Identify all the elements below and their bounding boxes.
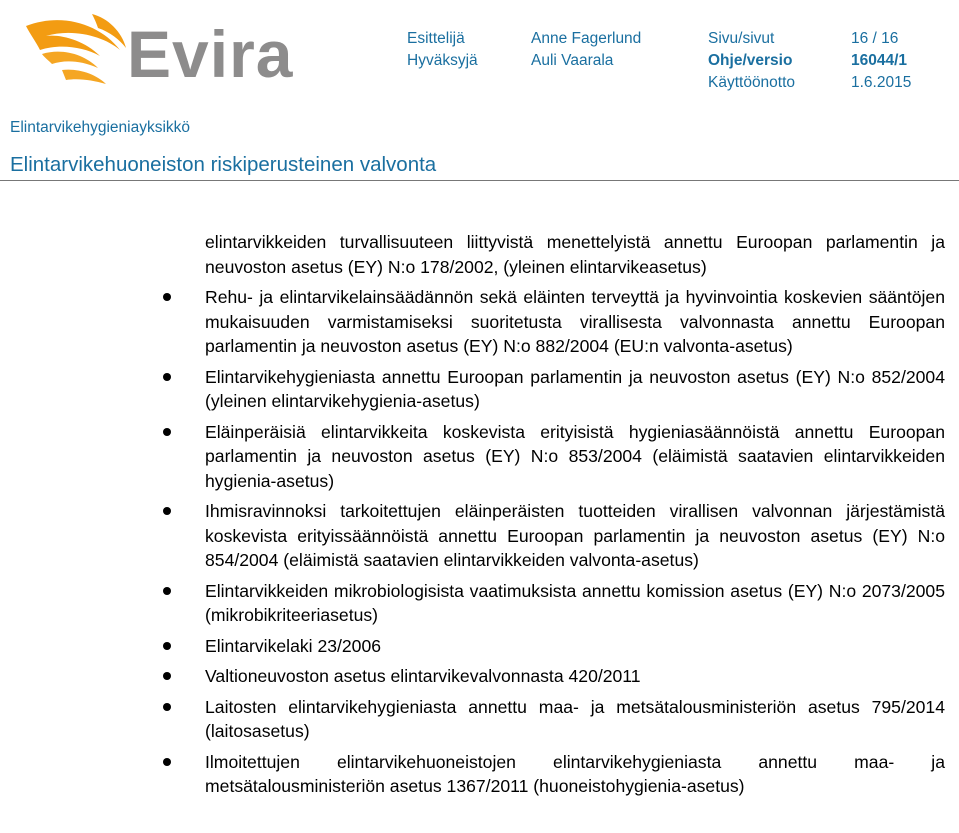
logo-wordmark: Evira	[127, 17, 294, 91]
header-label-adoption: Käyttöönotto	[708, 74, 796, 91]
list-item-text: Rehu- ja elintarvikelainsäädännön sekä eläinten terveyttä ja hyvinvointia koskevien sääntöjen mukaisuuden varmistamiseksi suoritetusta virallisesta valvonnasta annettu Euroopan parlamentin ja neuvoston asetus (EY) N:o 882/2004 (EU:n valvonta-asetus)	[205, 287, 945, 356]
list-item	[205, 664, 945, 689]
header-label-pages: Sivu/sivut	[708, 30, 775, 47]
list-item	[205, 695, 945, 744]
header-label-approver: Hyväksyjä	[407, 52, 478, 69]
header-value-presenter: Anne Fagerlund	[531, 30, 642, 47]
list-item	[205, 750, 945, 799]
bullet-icon	[163, 758, 171, 766]
list-item-text: Ilmoitettujen elintarvikehuoneistojen elintarvikehygieniasta annettu maa- ja metsätalousministeriön asetus 1367/2011 (huoneistohygienia-asetus)	[205, 751, 945, 796]
header-label-presenter: Esittelijä	[407, 30, 465, 47]
list-item-text: Laitosten elintarvikehygieniasta annettu maa- ja metsätalousministeriön asetus 795/2014 (laitosasetus)	[205, 696, 945, 741]
list-item-text: elintarvikkeiden turvallisuuteen liittyvistä menettelyistä annettu Euroopan parlamentin ja neuvoston asetus (EY) N:o 178/2002, (yleinen elintarvikeasetus)	[205, 232, 945, 277]
bullet-icon	[163, 642, 171, 650]
bullet-icon	[163, 293, 171, 301]
list-item-text: Elintarvikkeiden mikrobiologisista vaatimuksista annettu komission asetus (EY) N:o 2073/2005 (mikrobikriteeriasetus)	[205, 580, 945, 625]
header-label-version: Ohje/versio	[708, 52, 793, 69]
bullet-icon	[163, 507, 171, 515]
bullet-icon	[163, 703, 171, 711]
list-item-text: Elintarvikehygieniasta annettu Euroopan parlamentin ja neuvoston asetus (EY) N:o 852/2004 (yleinen elintarvikehygienia-asetus)	[205, 366, 945, 411]
list-item	[205, 365, 945, 414]
document-title: Elintarvikehuoneiston riskiperusteinen valvonta	[10, 153, 437, 176]
bullet-icon	[163, 373, 171, 381]
header-value-approver: Auli Vaarala	[531, 52, 614, 69]
list-item	[205, 420, 945, 494]
list-item	[205, 230, 945, 279]
regulation-list	[205, 230, 945, 805]
bullet-icon	[163, 587, 171, 595]
list-item-text: Valtioneuvoston asetus elintarvikevalvonnasta 420/2011	[205, 666, 641, 686]
list-item	[205, 499, 945, 573]
unit-name: Elintarvikehygieniayksikkö	[10, 119, 191, 136]
list-item-text: Elintarvikelaki 23/2006	[205, 635, 382, 656]
header-value-version: 16044/1	[851, 52, 908, 69]
list-item-text: Eläinperäisiä elintarvikkeita koskevista erityisistä hygieniasäännöistä annettu Euroopan parlamentin ja neuvoston asetus (EY) N:o 853/2004 (eläimistä saatavien elintarvikkeiden hygienia-asetus)	[205, 421, 945, 491]
header-divider	[0, 180, 959, 181]
list-item	[205, 579, 945, 628]
bullet-icon	[163, 428, 171, 436]
list-item-text: Ihmisravinnoksi tarkoitettujen eläinperäisten tuotteiden virallisen valvonnan järjestämistä koskevista erityissäännöistä annettu Euroopan parlamentin ja neuvoston asetus (EY) N:o 854/2004 (eläimistä saatavien elintarvikkeiden valvonta-asetus)	[205, 501, 945, 570]
header-value-adoption: 1.6.2015	[851, 74, 912, 91]
list-item	[205, 285, 945, 359]
bullet-icon	[163, 672, 171, 680]
list-item	[205, 634, 945, 659]
header-value-pages: 16 / 16	[851, 30, 899, 47]
